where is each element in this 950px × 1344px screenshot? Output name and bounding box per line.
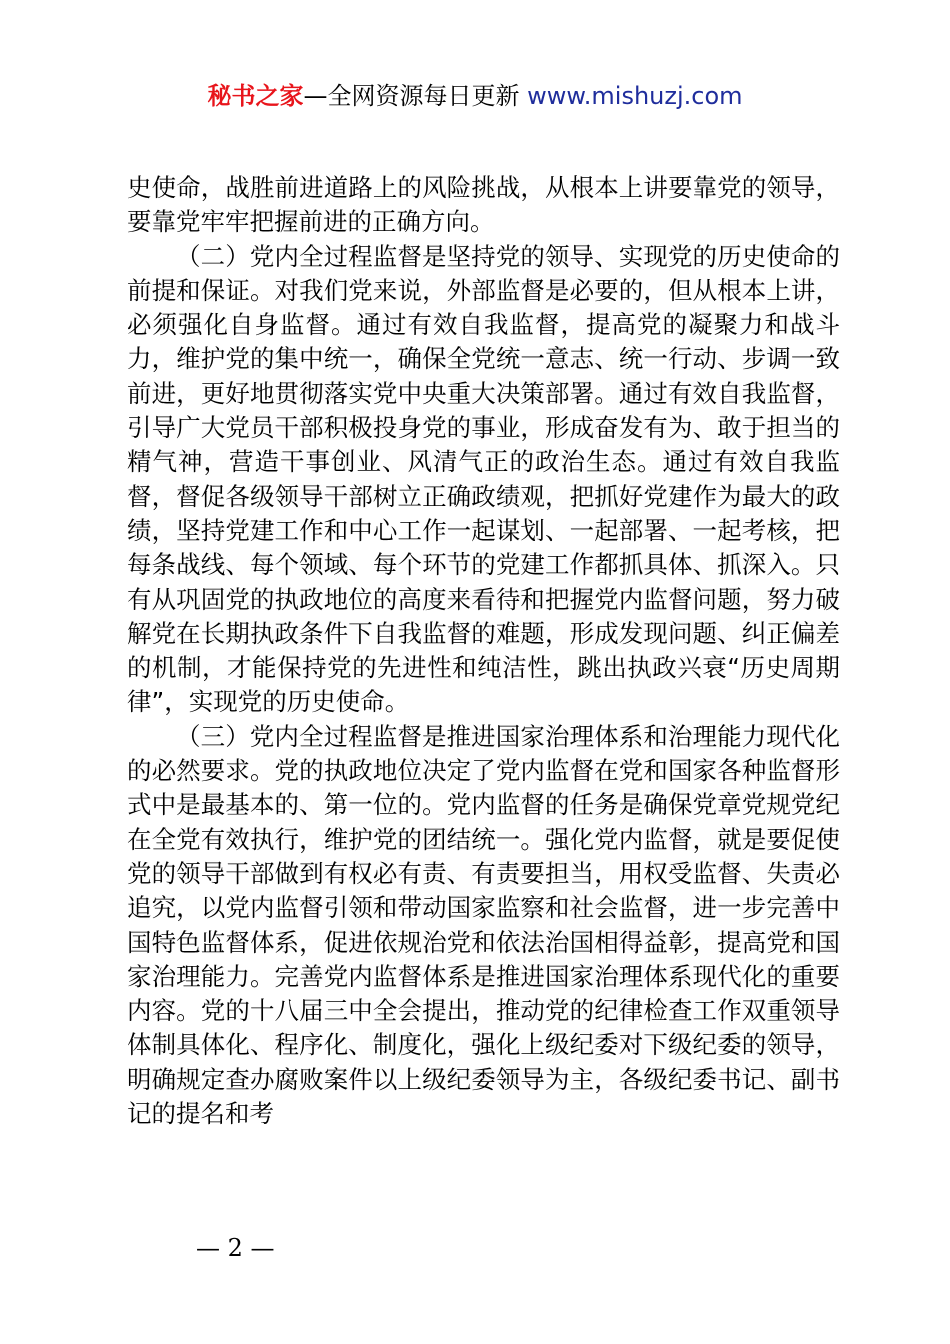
site-brand-name: 秘书之家 <box>207 82 304 110</box>
site-tagline: —全网资源每日更新 <box>303 82 528 110</box>
document-body <box>127 171 840 1131</box>
page-number: — 2 — <box>196 1234 275 1262</box>
paragraph-section-two: （二）党内全过程监督是坚持党的领导、实现党的历史使命的前提和保证。对我们党来说，外部监督是必要的，但从根本上讲，必须强化自身监督。通过有效自我监督，提高党的凝聚力和战斗力，维护党的集中统一，确保全党统一意志、统一行动、步调一致前进，更好地贯彻落实党中央重大决策部署。通过有效自我监督，引导广大党员干部积极投身党的事业，形成奋发有为、敢于担当的精气神，营造干事创业、风清气正的政治生态。通过有效自我监督，督促各级领导干部树立正确政绩观，把抓好党建作为最大的政绩，坚持党建工作和中心工作一起谋划、一起部署、一起考核，把每条战线、每个领域、每个环节的党建工作都抓具体、抓深入。只有从巩固党的执政地位的高度来看待和把握党内监督问题，努力破解党在长期执政条件下自我监督的难题，形成发现问题、纠正偏差的机制，才能保持党的先进性和纯洁性，跳出执政兴衰“历史周期律”，实现党的历史使命。 <box>127 241 840 717</box>
paragraph-section-three: （三）党内全过程监督是推进国家治理体系和治理能力现代化的必然要求。党的执政地位决定了党内监督在党和国家各种监督形式中是最基本的、第一位的。党内监督的任务是确保党章党规党纪在全党有效执行，维护党的团结统一。强化党内监督，就是要促使党的领导干部做到有权必有责、有责要担当，用权受监督、失责必追究，以党内监督引领和带动国家监察和社会监督，进一步完善中国特色监督体系，促进依规治党和依法治国相得益彰，提高党和国家治理能力。完善党内监督体系是推进国家治理体系现代化的重要内容。党的十八届三中全会提出，推动党的纪律检查工作双重领导体制具体化、程序化、制度化，强化上级纪委对下级纪委的领导，明确规定查办腐败案件以上级纪委领导为主，各级纪委书记、副书记的提名和考 <box>127 721 840 1129</box>
site-banner <box>0 78 950 114</box>
paragraph-continuation: 史使命，战胜前进道路上的风险挑战，从根本上讲要靠党的领导，要靠党牢牢把握前进的正确方向。 <box>127 173 840 237</box>
site-url-link[interactable]: www.mishuzj.com <box>527 82 743 110</box>
